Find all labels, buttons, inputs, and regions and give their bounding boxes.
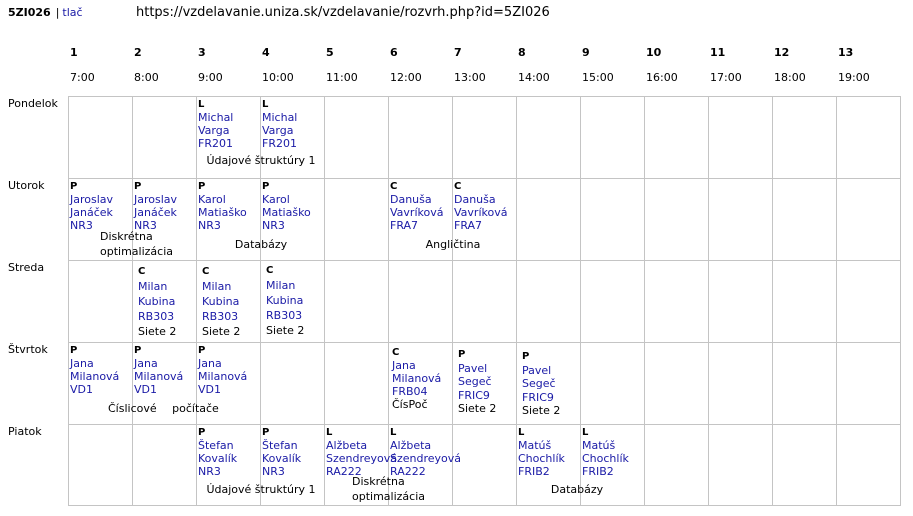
column-number: 3	[198, 46, 206, 59]
separator: |	[55, 6, 60, 19]
lesson-type: L	[390, 427, 397, 438]
lesson-cell	[198, 98, 233, 150]
lesson-cell	[134, 344, 183, 396]
room-link[interactable]: RB303	[266, 309, 303, 322]
lesson-cell	[138, 264, 176, 339]
teacher-last-name[interactable]: Kubina	[202, 295, 240, 308]
lesson-cell	[262, 180, 311, 232]
grid-line	[772, 96, 773, 505]
lesson-type: L	[198, 99, 205, 110]
column-number: 2	[134, 46, 142, 59]
lesson-type: P	[262, 427, 270, 438]
grid-line	[68, 342, 901, 343]
column-number: 4	[262, 46, 270, 59]
grid-line	[900, 96, 901, 505]
day-label: Pondelok	[8, 97, 58, 110]
lesson-cell	[266, 263, 304, 338]
lesson-cell	[262, 426, 301, 478]
teacher-first-name[interactable]: Jana	[392, 359, 416, 372]
lesson-cell	[198, 344, 247, 396]
lesson-type: L	[262, 99, 269, 110]
grid-line	[68, 96, 69, 505]
teacher-last-name[interactable]: Janáček	[70, 206, 113, 219]
lesson-cell	[518, 426, 565, 478]
column-time: 8:00	[134, 71, 159, 84]
teacher-first-name[interactable]: Jaroslav	[70, 193, 114, 206]
page-url: https://vzdelavanie.uniza.sk/vzdelavanie/rozvrh.php?id=5ZI026	[136, 5, 550, 20]
subject-label: Siete 2	[202, 325, 241, 338]
teacher-last-name[interactable]: Milanová	[198, 370, 248, 383]
lesson-cell	[458, 348, 496, 416]
teacher-first-name[interactable]: Jaroslav	[134, 193, 178, 206]
grid-line	[68, 505, 901, 506]
subject-label: Údajové štruktúry 1	[206, 154, 316, 167]
lesson-type: P	[198, 345, 206, 356]
grid-line	[68, 260, 901, 261]
room-link[interactable]: FRIC9	[522, 390, 554, 404]
column-number: 6	[390, 46, 398, 59]
lesson-type: P	[70, 345, 78, 356]
lesson-cell	[390, 426, 462, 478]
room-link[interactable]: FRIB2	[518, 465, 550, 478]
lesson-cell	[454, 180, 507, 232]
teacher-first-name[interactable]: Pavel	[458, 361, 488, 375]
class-code: 5ZI026	[8, 6, 51, 19]
teacher-last-name[interactable]: Kovalík	[198, 452, 238, 465]
teacher-last-name[interactable]: Segeč	[458, 375, 492, 388]
column-number: 7	[454, 46, 462, 59]
room-link[interactable]: RB303	[202, 310, 239, 323]
teacher-last-name[interactable]: Janáček	[134, 206, 177, 219]
subject-label: Diskrétna optimalizácia	[100, 230, 174, 258]
subject-label: Údajové štruktúry 1	[206, 483, 316, 496]
lesson-type: C	[454, 181, 462, 192]
teacher-first-name[interactable]: Karol	[198, 193, 226, 206]
lesson-cell	[390, 180, 443, 232]
column-time: 14:00	[518, 71, 550, 84]
room-link[interactable]: RB303	[138, 310, 175, 323]
lesson-cell	[326, 426, 398, 478]
lesson-cell	[262, 98, 297, 150]
lesson-cell	[202, 264, 240, 339]
teacher-last-name[interactable]: Vavríková	[454, 206, 508, 219]
room-link[interactable]: VD1	[198, 383, 221, 396]
teacher-first-name[interactable]: Alžbeta	[326, 439, 368, 452]
column-number: 5	[326, 46, 334, 59]
room-link[interactable]: FRIC9	[458, 388, 490, 402]
room-link[interactable]: VD1	[70, 383, 93, 396]
lesson-type: P	[198, 181, 206, 192]
grid-line	[196, 96, 197, 505]
room-link[interactable]: FRA7	[454, 219, 483, 232]
grid-line	[132, 96, 133, 505]
teacher-last-name[interactable]: Vavríková	[390, 206, 444, 219]
room-link[interactable]: FR201	[198, 137, 233, 150]
lesson-cell	[198, 180, 247, 232]
column-time: 11:00	[326, 71, 358, 84]
teacher-first-name[interactable]: Danuša	[454, 193, 496, 206]
lesson-type: L	[582, 427, 589, 438]
lesson-type: P	[198, 427, 206, 438]
teacher-first-name[interactable]: Karol	[262, 193, 290, 206]
column-number: 8	[518, 46, 526, 59]
lesson-type: P	[134, 345, 142, 356]
subject-label: Databázy	[234, 238, 288, 251]
column-number: 12	[774, 46, 790, 59]
teacher-first-name[interactable]: Matúš	[518, 439, 552, 452]
room-link[interactable]: RA222	[390, 465, 426, 478]
room-link[interactable]: FR201	[262, 137, 297, 150]
teacher-first-name[interactable]: Milan	[266, 279, 296, 292]
teacher-last-name[interactable]: Milanová	[392, 372, 442, 385]
room-link[interactable]: NR3	[198, 465, 221, 478]
room-link[interactable]: NR3	[262, 465, 285, 478]
lesson-type: P	[522, 351, 530, 362]
grid-line	[644, 96, 645, 505]
teacher-last-name[interactable]: Milanová	[70, 370, 120, 383]
teacher-last-name[interactable]: Milanová	[134, 370, 184, 383]
grid-line	[836, 96, 837, 505]
lesson-cell	[392, 346, 441, 411]
room-link[interactable]: FRB04	[392, 385, 428, 398]
room-link[interactable]: NR3	[262, 219, 285, 232]
subject-label: Diskrétna optimalizácia	[352, 475, 426, 503]
teacher-first-name[interactable]: Matúš	[582, 439, 616, 452]
room-link[interactable]: FRA7	[390, 219, 419, 232]
column-time: 16:00	[646, 71, 678, 84]
subject-label: Databázy	[550, 483, 604, 496]
column-time: 10:00	[262, 71, 294, 84]
lesson-cell	[522, 350, 560, 418]
room-link[interactable]: VD1	[134, 383, 157, 396]
teacher-first-name[interactable]: Štefan	[262, 439, 298, 452]
lesson-type: P	[134, 181, 142, 192]
teacher-first-name[interactable]: Michal	[198, 111, 234, 124]
subject-label: ČísPoč	[392, 398, 428, 411]
room-link[interactable]: NR3	[70, 219, 93, 232]
grid-line	[516, 96, 517, 505]
lesson-cell	[70, 344, 119, 396]
teacher-last-name[interactable]: Kovalík	[262, 452, 302, 465]
grid-line	[68, 96, 901, 97]
column-time: 17:00	[710, 71, 742, 84]
teacher-last-name[interactable]: Varga	[262, 124, 294, 137]
grid-line	[708, 96, 709, 505]
lesson-type: P	[262, 181, 270, 192]
lesson-type: C	[138, 266, 146, 277]
room-link[interactable]: FRIB2	[582, 465, 614, 478]
lesson-type: C	[390, 181, 398, 192]
column-number: 1	[70, 46, 78, 59]
teacher-first-name[interactable]: Milan	[202, 280, 232, 293]
teacher-first-name[interactable]: Danuša	[390, 193, 432, 206]
lesson-cell	[198, 426, 237, 478]
teacher-first-name[interactable]: Alžbeta	[390, 439, 432, 452]
teacher-first-name[interactable]: Michal	[262, 111, 298, 124]
lesson-cell	[134, 180, 177, 232]
teacher-first-name[interactable]: Jana	[198, 357, 222, 370]
lesson-type: P	[458, 349, 466, 360]
column-time: 13:00	[454, 71, 486, 84]
column-time: 12:00	[390, 71, 422, 84]
teacher-last-name[interactable]: Chochlík	[582, 452, 629, 465]
lesson-cell	[70, 180, 113, 232]
teacher-last-name[interactable]: Varga	[198, 124, 230, 137]
grid-line	[68, 424, 901, 425]
column-time: 19:00	[838, 71, 870, 84]
room-link[interactable]: NR3	[198, 219, 221, 232]
column-time: 9:00	[198, 71, 223, 84]
room-link[interactable]: NR3	[134, 219, 157, 232]
teacher-first-name[interactable]: Milan	[138, 280, 168, 293]
day-label: Štvrtok	[8, 343, 48, 356]
day-label: Utorok	[8, 179, 45, 192]
lesson-type: P	[70, 181, 78, 192]
subject-label: Angličtina	[425, 238, 481, 251]
subject-label: Siete 2	[458, 402, 497, 415]
teacher-last-name[interactable]: Kubina	[138, 295, 176, 308]
teacher-last-name[interactable]: Segeč	[522, 377, 556, 390]
lesson-type: C	[392, 347, 400, 358]
subject-label: Číslicové počítače	[108, 402, 219, 415]
grid-line	[68, 178, 901, 179]
column-time: 7:00	[70, 71, 95, 84]
teacher-first-name[interactable]: Jana	[70, 357, 94, 370]
teacher-last-name[interactable]: Matiaško	[198, 206, 247, 219]
column-time: 18:00	[774, 71, 806, 84]
header-bar	[8, 5, 83, 21]
lesson-type: C	[202, 266, 210, 277]
column-number: 13	[838, 46, 854, 59]
lesson-type: L	[326, 427, 333, 438]
day-label: Piatok	[8, 425, 42, 438]
column-number: 11	[710, 46, 726, 59]
room-link[interactable]: RA222	[326, 465, 362, 478]
teacher-last-name[interactable]: Szendreyová	[390, 452, 462, 465]
teacher-last-name[interactable]: Matiaško	[262, 206, 311, 219]
print-link[interactable]: tlač	[62, 6, 83, 19]
teacher-last-name[interactable]: Chochlík	[518, 452, 565, 465]
subject-label: Siete 2	[138, 325, 177, 338]
teacher-first-name[interactable]: Pavel	[522, 363, 552, 377]
lesson-type: L	[518, 427, 525, 438]
day-label: Streda	[8, 261, 45, 274]
subject-label: Siete 2	[266, 324, 305, 337]
grid-line	[580, 96, 581, 505]
lesson-cell	[582, 426, 629, 478]
column-number: 9	[582, 46, 590, 59]
teacher-first-name[interactable]: Štefan	[198, 439, 234, 452]
column-time: 15:00	[582, 71, 614, 84]
grid-line	[324, 96, 325, 505]
lesson-type: C	[266, 265, 274, 276]
teacher-last-name[interactable]: Kubina	[266, 294, 304, 307]
column-number: 10	[646, 46, 662, 59]
subject-label: Siete 2	[522, 404, 561, 417]
teacher-first-name[interactable]: Jana	[134, 357, 158, 370]
teacher-last-name[interactable]: Szendreyová	[326, 452, 398, 465]
